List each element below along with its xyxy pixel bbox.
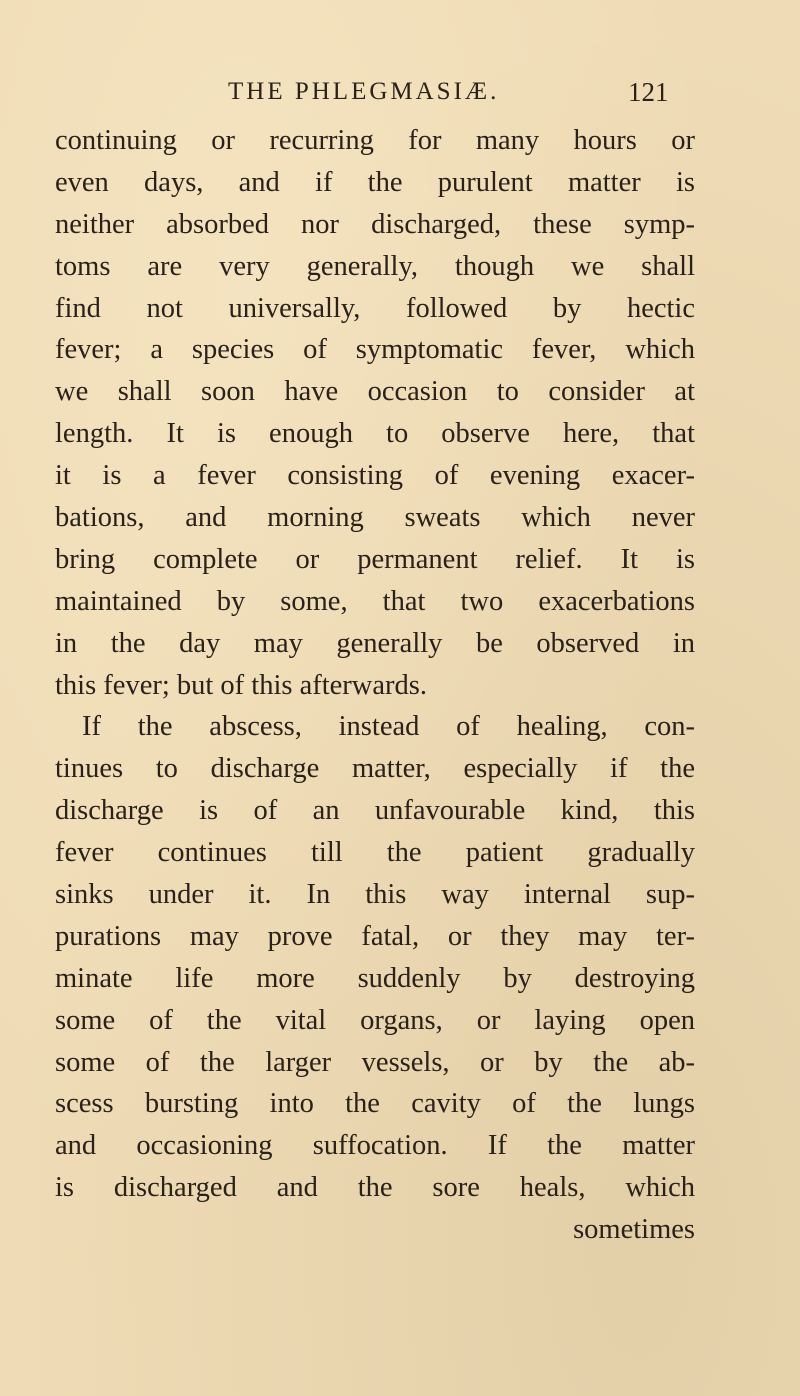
- text-line: discharge is of an unfavourable kind, this: [55, 795, 695, 827]
- paragraph-end-line: this fever; but of this afterwards.: [55, 669, 427, 701]
- text-line: scess bursting into the cavity of the lungs: [55, 1088, 695, 1120]
- text-line: some of the vital organs, or laying open: [55, 1004, 695, 1036]
- running-head: [0, 76, 800, 116]
- text-line: even days, and if the purulent matter is: [55, 166, 695, 198]
- text-line: find not universally, followed by hectic: [55, 292, 695, 324]
- text-line: in the day may generally be observed in: [55, 627, 695, 659]
- text-line: we shall soon have occasion to consider at: [55, 376, 695, 408]
- text-line: neither absorbed nor discharged, these symp-: [55, 208, 695, 240]
- text-line: fever continues till the patient gradually: [55, 837, 695, 869]
- text-line: purations may prove fatal, or they may ter-: [55, 920, 695, 952]
- text-line: continuing or recurring for many hours or: [55, 125, 695, 156]
- text-line: fever; a species of symptomatic fever, which: [55, 334, 695, 366]
- text-line: minate life more suddenly by destroying: [55, 962, 695, 994]
- text-line: sinks under it. In this way internal sup-: [55, 879, 695, 911]
- text-line: toms are very generally, though we shall: [55, 250, 695, 282]
- text-line: tinues to discharge matter, especially if the: [55, 753, 695, 785]
- text-line: bations, and morning sweats which never: [55, 502, 695, 534]
- text-line: maintained by some, that two exacerbations: [55, 585, 695, 617]
- catchword: sometimes: [573, 1214, 695, 1246]
- paragraph-start-line: If the abscess, instead of healing, con-: [82, 711, 695, 743]
- text-line: bring complete or permanent relief. It is: [55, 543, 695, 575]
- text-line: some of the larger vessels, or by the ab-: [55, 1046, 695, 1078]
- text-line: length. It is enough to observe here, that: [55, 418, 695, 450]
- page-number: 121: [628, 77, 669, 107]
- running-title: THE PHLEGMASIÆ.: [228, 78, 500, 105]
- text-line: it is a fever consisting of evening exacer-: [55, 460, 695, 492]
- body-text: [55, 120, 695, 1251]
- text-line: and occasioning suffocation. If the matter: [55, 1130, 695, 1162]
- text-line: is discharged and the sore heals, which: [55, 1172, 695, 1204]
